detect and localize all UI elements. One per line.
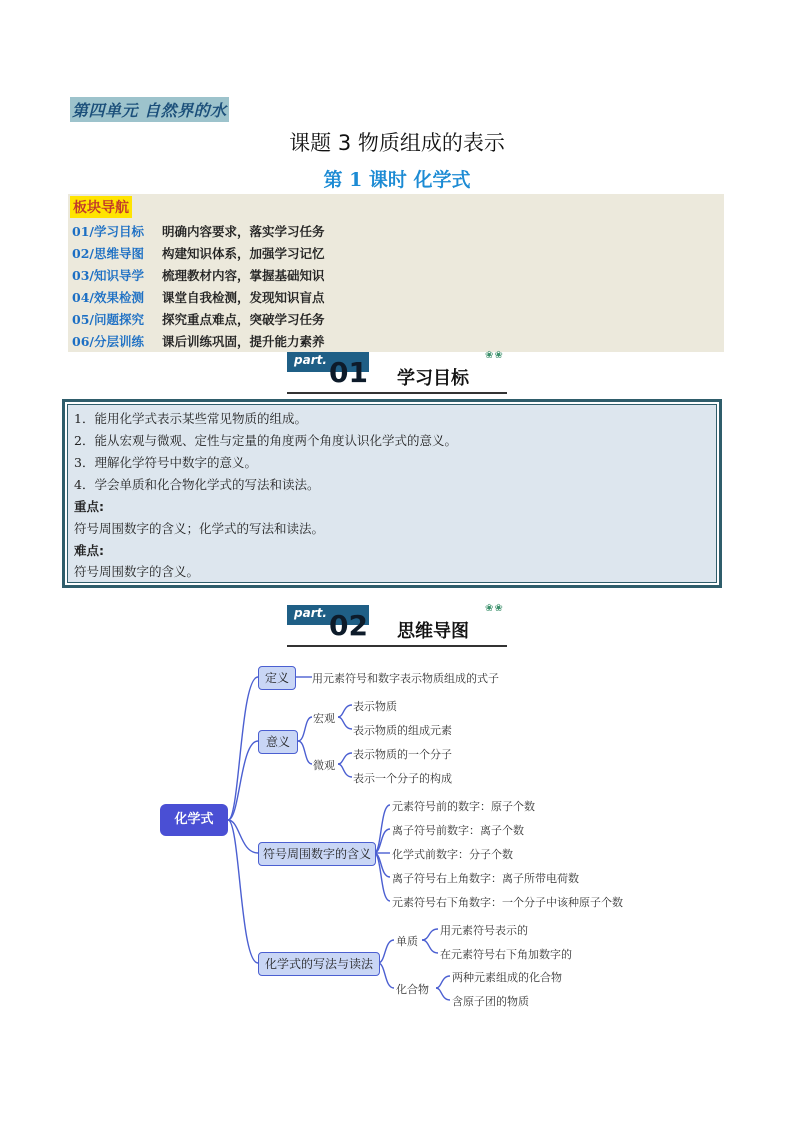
nav-desc: 探究重点难点，突破学习任务 <box>162 312 325 327</box>
nav-code: 03/知识导学 <box>72 268 144 283</box>
nav-desc: 明确内容要求，落实学习任务 <box>162 224 325 239</box>
leaf-decoration-icon: ❀❀ <box>485 603 504 614</box>
mindmap-root: 化学式 <box>160 804 228 836</box>
leaf-macro: 宏观 <box>313 712 335 725</box>
lesson-subtitle: 第 1 课时 化学式 <box>323 169 471 191</box>
nav-code: 01/学习目标 <box>72 224 144 239</box>
leaf-compound: 化合物 <box>396 983 429 996</box>
nav-row <box>72 310 325 328</box>
leaf-simple-substance: 单质 <box>396 935 418 948</box>
leaf-micro-item: 表示物质的一个分子 <box>353 748 452 761</box>
key-points-text: 符号周围数字的含义；化学式的写法和读法。 <box>74 521 325 536</box>
leaf-decoration-icon: ❀❀ <box>485 350 504 361</box>
node-number-meaning: 符号周围数字的含义 <box>258 842 376 866</box>
leaf-number-item: 离子符号前数字：离子个数 <box>392 824 524 837</box>
nav-code: 02/思维导图 <box>72 246 144 261</box>
leaf-micro: 微观 <box>313 759 335 772</box>
node-meaning: 意义 <box>258 730 298 754</box>
part-number: 01 <box>329 356 368 389</box>
leaf-simple-item: 用元素符号表示的 <box>440 924 528 937</box>
nav-row <box>72 244 325 262</box>
part-tag-label: part. <box>294 353 327 367</box>
difficult-points-text: 符号周围数字的含义。 <box>74 564 200 579</box>
leaf-number-item: 化学式前数字：分子个数 <box>392 848 513 861</box>
goal-item: 2．能从宏观与微观、定性与定量的角度两个角度认识化学式的意义。 <box>74 433 457 448</box>
part-tag-label: part. <box>294 606 327 620</box>
goal-item: 3．理解化学符号中数字的意义。 <box>74 455 257 470</box>
part-underline <box>287 645 507 647</box>
nav-desc: 构建知识体系，加强学习记忆 <box>162 246 325 261</box>
leaf-number-item: 离子符号右上角数字：离子所带电荷数 <box>392 872 579 885</box>
learning-goals-content <box>67 404 717 583</box>
nav-row <box>72 332 325 350</box>
part-underline <box>287 392 507 394</box>
nav-row <box>72 266 325 284</box>
nav-heading: 板块导航 <box>70 196 132 218</box>
part-banner-mindmap <box>287 605 507 649</box>
leaf-simple-item: 在元素符号右下角加数字的 <box>440 948 572 961</box>
leaf-compound-item: 两种元素组成的化合物 <box>452 971 562 984</box>
leaf-micro-item: 表示一个分子的构成 <box>353 772 452 785</box>
nav-row <box>72 288 325 306</box>
leaf-definition-text: 用元素符号和数字表示物质组成的式子 <box>312 672 499 685</box>
goal-item: 4．学会单质和化合物化学式的写法和读法。 <box>74 477 320 492</box>
nav-desc: 梳理教材内容，掌握基础知识 <box>162 268 325 283</box>
leaf-number-item: 元素符号前的数字：原子个数 <box>392 800 535 813</box>
leaf-number-item: 元素符号右下角数字：一个分子中该种原子个数 <box>392 896 623 909</box>
part-banner-goals <box>287 352 507 396</box>
nav-desc: 课堂自我检测，发现知识盲点 <box>162 290 325 305</box>
key-points-label: 重点: <box>74 499 104 514</box>
part-title: 学习目标 <box>397 368 469 389</box>
nav-desc: 课后训练巩固，提升能力素养 <box>162 334 325 349</box>
lesson-title: 课题 3 物质组成的表示 <box>289 131 505 155</box>
nav-code: 04/效果检测 <box>72 290 144 305</box>
section-navigation <box>68 194 724 352</box>
goal-item: 1．能用化学式表示某些常见物质的组成。 <box>74 411 307 426</box>
learning-goals-box <box>62 399 722 588</box>
nav-code: 06/分层训练 <box>72 334 144 349</box>
node-writing-reading: 化学式的写法与读法 <box>258 952 380 976</box>
difficult-points-label: 难点: <box>74 543 104 558</box>
part-number: 02 <box>329 609 368 642</box>
unit-title: 第四单元 自然界的水 <box>70 97 229 122</box>
leaf-macro-item: 表示物质 <box>353 700 397 713</box>
nav-row <box>72 222 325 240</box>
nav-code: 05/问题探究 <box>72 312 144 327</box>
leaf-macro-item: 表示物质的组成元素 <box>353 724 452 737</box>
part-title: 思维导图 <box>397 621 469 642</box>
node-definition: 定义 <box>258 666 296 690</box>
leaf-compound-item: 含原子团的物质 <box>452 995 529 1008</box>
